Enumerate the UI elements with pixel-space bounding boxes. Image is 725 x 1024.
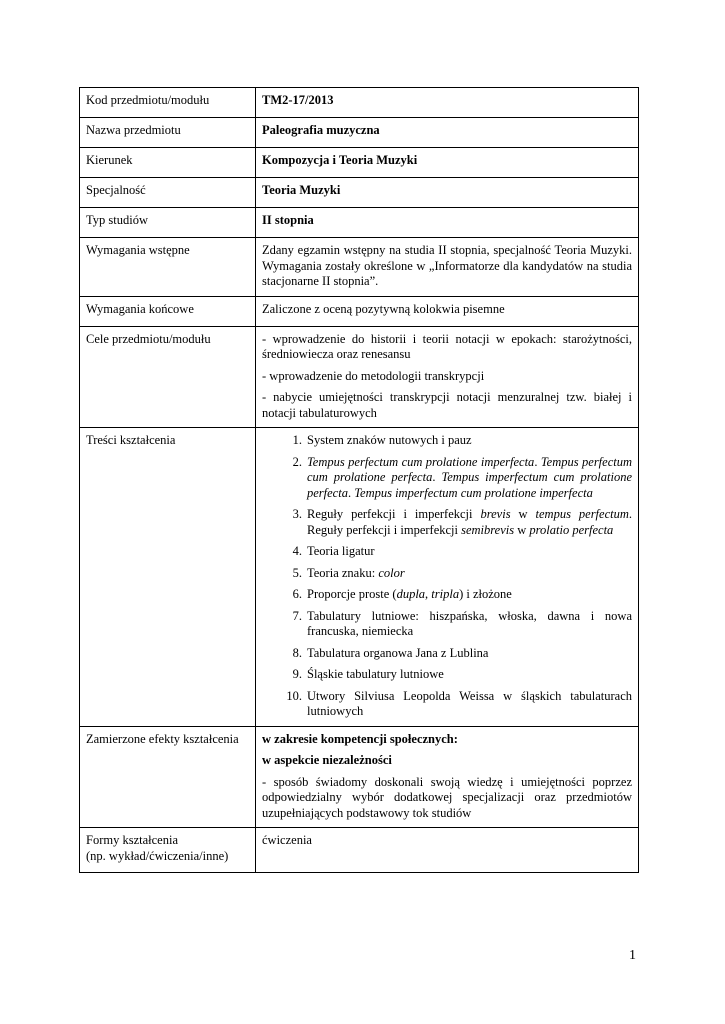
row-formy bbox=[80, 828, 639, 873]
list-number: 7. bbox=[292, 608, 302, 623]
label-formy bbox=[80, 828, 256, 873]
list-text: Teoria ligatur bbox=[307, 544, 375, 558]
list-number: 10. bbox=[286, 688, 302, 703]
label-nazwa: Nazwa przedmiotu bbox=[80, 118, 256, 148]
list-number: 3. bbox=[292, 507, 302, 521]
cele-item: - wprowadzenie do metodologii transkrypcji bbox=[262, 368, 485, 383]
list-text-italic: tripla bbox=[431, 587, 460, 601]
row-tresci bbox=[80, 428, 639, 727]
row-efekty bbox=[80, 726, 639, 828]
value-typ: II stopnia bbox=[256, 208, 639, 238]
list-number: 8. bbox=[292, 645, 302, 660]
row-kierunek bbox=[80, 148, 639, 178]
label-tresci: Treści kształcenia bbox=[80, 428, 256, 727]
list-item bbox=[262, 667, 632, 683]
label-efekty: Zamierzone efekty kształcenia bbox=[80, 726, 256, 828]
efekty-subheading: w aspekcie niezależności bbox=[262, 753, 392, 767]
list-text: System znaków nutowych i pauz bbox=[307, 433, 472, 447]
label-typ: Typ studiów bbox=[80, 208, 256, 238]
value-formy: ćwiczenia bbox=[256, 828, 639, 873]
list-text: w bbox=[514, 522, 530, 537]
list-text: . bbox=[432, 470, 442, 484]
list-text: w bbox=[510, 507, 536, 521]
syllabus-table bbox=[79, 87, 639, 873]
list-item bbox=[262, 609, 632, 640]
label-kierunek: Kierunek bbox=[80, 148, 256, 178]
row-cele bbox=[80, 326, 639, 428]
list-text: Utwory Silviusa Leopolda Weissa w śląskich tabulaturach lutniowych bbox=[307, 688, 632, 718]
list-item bbox=[262, 566, 632, 582]
list-item bbox=[262, 507, 632, 538]
list-text: Tabulatura organowa Jana z Lublina bbox=[307, 645, 489, 660]
list-text: Śląskie tabulatury lutniowe bbox=[307, 667, 444, 681]
list-item bbox=[262, 544, 632, 560]
list-text: ) i złożone bbox=[459, 587, 512, 601]
row-wymagania-koncowe bbox=[80, 296, 639, 326]
list-text: . Reguły perfekcji i imperfekcji bbox=[307, 507, 632, 537]
list-item bbox=[262, 689, 632, 720]
list-text-italic: Tempus imperfectum cum prolatione imperfecta bbox=[354, 485, 593, 500]
list-number: 2. bbox=[292, 454, 302, 469]
value-cele bbox=[256, 326, 639, 428]
row-nazwa bbox=[80, 118, 639, 148]
list-text-italic: tempus perfectum bbox=[535, 507, 629, 521]
label-kod: Kod przedmiotu/modułu bbox=[80, 88, 256, 118]
row-typ bbox=[80, 208, 639, 238]
list-number: 9. bbox=[292, 667, 302, 681]
tresci-list bbox=[262, 433, 632, 720]
list-text: Proporcje proste ( bbox=[307, 587, 397, 601]
list-text-italic: semibrevis bbox=[461, 522, 515, 537]
label-specjalnosc: Specjalność bbox=[80, 178, 256, 208]
list-text-italic: dupla bbox=[396, 587, 426, 601]
row-kod bbox=[80, 88, 639, 118]
value-specjalnosc: Teoria Muzyki bbox=[256, 178, 639, 208]
list-item bbox=[262, 646, 632, 662]
list-text: . bbox=[347, 485, 355, 500]
row-specjalnosc bbox=[80, 178, 639, 208]
list-text-italic: Tempus imperfectum cum prolatione perfecta bbox=[307, 470, 633, 500]
label-wymagania-koncowe: Wymagania końcowe bbox=[80, 296, 256, 326]
list-item bbox=[262, 587, 632, 603]
value-wymagania-wstepne: Zdany egzamin wstępny na studia II stopnia, specjalność Teoria Muzyki. Wymagania zostały określone w „Informatorze dla kandydatów na studia stacjonarne II stopnia”. bbox=[256, 238, 639, 297]
list-text-italic: Tempus perfectum cum prolatione perfecta bbox=[307, 454, 633, 484]
page-number: 1 bbox=[629, 948, 636, 963]
efekty-heading: w zakresie kompetencji społecznych: bbox=[262, 731, 458, 746]
value-wymagania-koncowe: Zaliczone z oceną pozytywną kolokwia pisemne bbox=[256, 296, 639, 326]
value-kod: TM2-17/2013 bbox=[256, 88, 639, 118]
label-cele: Cele przedmiotu/modułu bbox=[80, 326, 256, 428]
list-text: Teoria znaku: bbox=[307, 565, 379, 580]
list-item bbox=[262, 455, 632, 502]
value-kierunek: Kompozycja i Teoria Muzyki bbox=[256, 148, 639, 178]
value-efekty bbox=[256, 726, 639, 828]
list-text: . bbox=[534, 454, 541, 469]
list-text-italic: prolatio perfecta bbox=[529, 522, 614, 537]
value-nazwa: Paleografia muzyczna bbox=[256, 118, 639, 148]
cele-item: - nabycie umiejętności transkrypcji notacji menzuralnej tzw. białej i notacji tabulaturowych bbox=[262, 390, 632, 420]
list-text-italic: brevis bbox=[480, 507, 511, 521]
list-item bbox=[262, 433, 632, 449]
cele-item: - wprowadzenie do historii i teorii notacji w epokach: starożytności, średniowiecza oraz renesansu bbox=[262, 331, 632, 361]
list-number: 4. bbox=[292, 544, 302, 558]
label-wymagania-wstepne: Wymagania wstępne bbox=[80, 238, 256, 297]
value-tresci bbox=[256, 428, 639, 727]
list-text-italic: color bbox=[378, 565, 405, 580]
list-text: , bbox=[425, 587, 432, 601]
list-number: 1. bbox=[292, 433, 302, 447]
list-text: Reguły perfekcji i imperfekcji bbox=[307, 507, 481, 521]
label-formy-line2: (np. wykład/ćwiczenia/inne) bbox=[86, 848, 229, 863]
efekty-text: - sposób świadomy doskonali swoją wiedzę i umiejętności poprzez odpowiedzialny wybór dodatkowej specjalizacji oraz przedmiotów uzupełniających podstawowy tok studiów bbox=[262, 774, 632, 820]
list-text: Tabulatury lutniowe: hiszpańska, włoska, dawna i nowa francuska, niemiecka bbox=[307, 608, 632, 638]
list-number: 6. bbox=[292, 587, 302, 601]
list-number: 5. bbox=[292, 565, 302, 580]
label-formy-line1: Formy kształcenia bbox=[86, 833, 178, 847]
row-wymagania-wstepne bbox=[80, 238, 639, 297]
list-text-italic: Tempus perfectum cum prolatione imperfecta bbox=[307, 454, 535, 469]
